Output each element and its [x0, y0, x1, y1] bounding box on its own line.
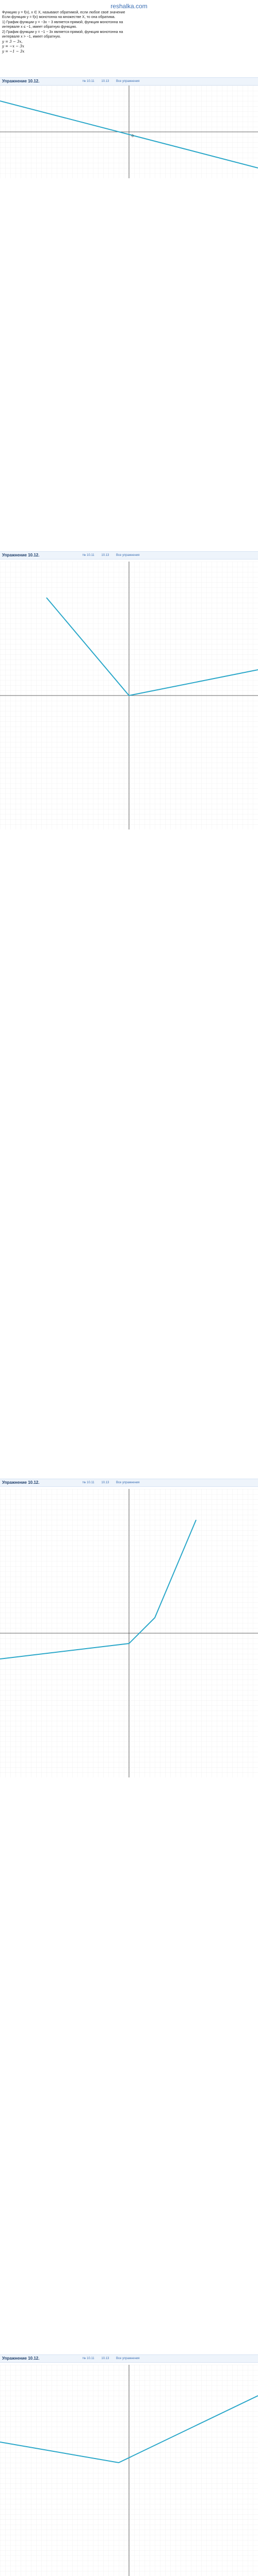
all-exercises-link[interactable]: Все упражнения	[116, 1481, 140, 1484]
next-exercise-link[interactable]: 10.13	[101, 554, 109, 557]
exercise-nav	[83, 79, 146, 83]
exercise-title: Упражнение 10.12.	[2, 79, 40, 83]
graph-section-1	[0, 86, 258, 178]
exercise-header-bar	[0, 2354, 258, 2363]
exercise-header-1	[0, 77, 258, 86]
exercise-header-bar	[0, 1479, 258, 1487]
exercise-title: Упражнение 10.12.	[2, 553, 40, 557]
graph-svg	[0, 562, 258, 829]
intro-line: Если функция y = f(x) монотонна на множестве X, то она обратима.	[2, 15, 116, 20]
all-exercises-link[interactable]: Все упражнения	[116, 554, 140, 557]
next-exercise-link[interactable]: 10.13	[101, 1481, 109, 1484]
exercise-header-2	[0, 551, 258, 560]
graph-section-3	[0, 1489, 258, 1777]
graph-svg	[0, 86, 258, 178]
exercise-header-4	[0, 2354, 258, 2363]
exercise-header-bar	[0, 551, 258, 560]
graph-svg	[0, 1489, 258, 1777]
intro-line: Функцию y = f(x), x ∈ X, называют обратимой, если любое своё значение	[2, 11, 125, 14]
all-exercises-link[interactable]: Все упражнения	[116, 2357, 140, 2360]
function-graph-1	[0, 86, 258, 178]
site-header[interactable]: reshalka.com	[110, 3, 148, 10]
prev-exercise-link[interactable]: № 10.11	[83, 80, 94, 83]
intro-line: интервале x ≤ −1, имеет обратную функцию.	[2, 25, 77, 29]
all-exercises-link[interactable]: Все упражнения	[116, 80, 140, 83]
formula-line: y = −1 − 3x	[2, 49, 25, 54]
prev-exercise-link[interactable]: № 10.11	[83, 1481, 94, 1484]
svg-text:0: 0	[132, 134, 134, 138]
exercise-header-bar	[0, 77, 258, 86]
exercise-nav	[83, 553, 146, 557]
graph-section-4	[0, 2365, 258, 2576]
exercise-nav	[83, 2357, 146, 2361]
exercise-header-3	[0, 1479, 258, 1487]
formula-line: y = 3 − 3x,	[2, 39, 23, 44]
graph-svg	[0, 2365, 258, 2576]
exercise-title: Упражнение 10.12.	[2, 2356, 40, 2361]
intro-line: 1) График функции y = −3x − 3 является прямой, функция монотонна на	[2, 20, 123, 24]
exercise-title: Упражнение 10.12.	[2, 1480, 40, 1485]
intro-line: интервале x > −1, имеет обратную.	[2, 35, 61, 39]
graph-section-2	[0, 562, 258, 829]
intro-text	[0, 10, 258, 54]
next-exercise-link[interactable]: 10.13	[101, 2357, 109, 2360]
prev-exercise-link[interactable]: № 10.11	[83, 2357, 94, 2360]
function-graph-2	[0, 562, 258, 829]
solution-section-1	[0, 10, 258, 54]
next-exercise-link[interactable]: 10.13	[101, 80, 109, 83]
prev-exercise-link[interactable]: № 10.11	[83, 554, 94, 557]
intro-line: 2) График функции y = −1 − 3x является прямой, функция монотонна на	[2, 30, 123, 34]
function-graph-4	[0, 2365, 258, 2576]
function-graph-3	[0, 1489, 258, 1777]
exercise-nav	[83, 1481, 146, 1485]
formula-line: y = −x − 3x	[2, 44, 24, 49]
